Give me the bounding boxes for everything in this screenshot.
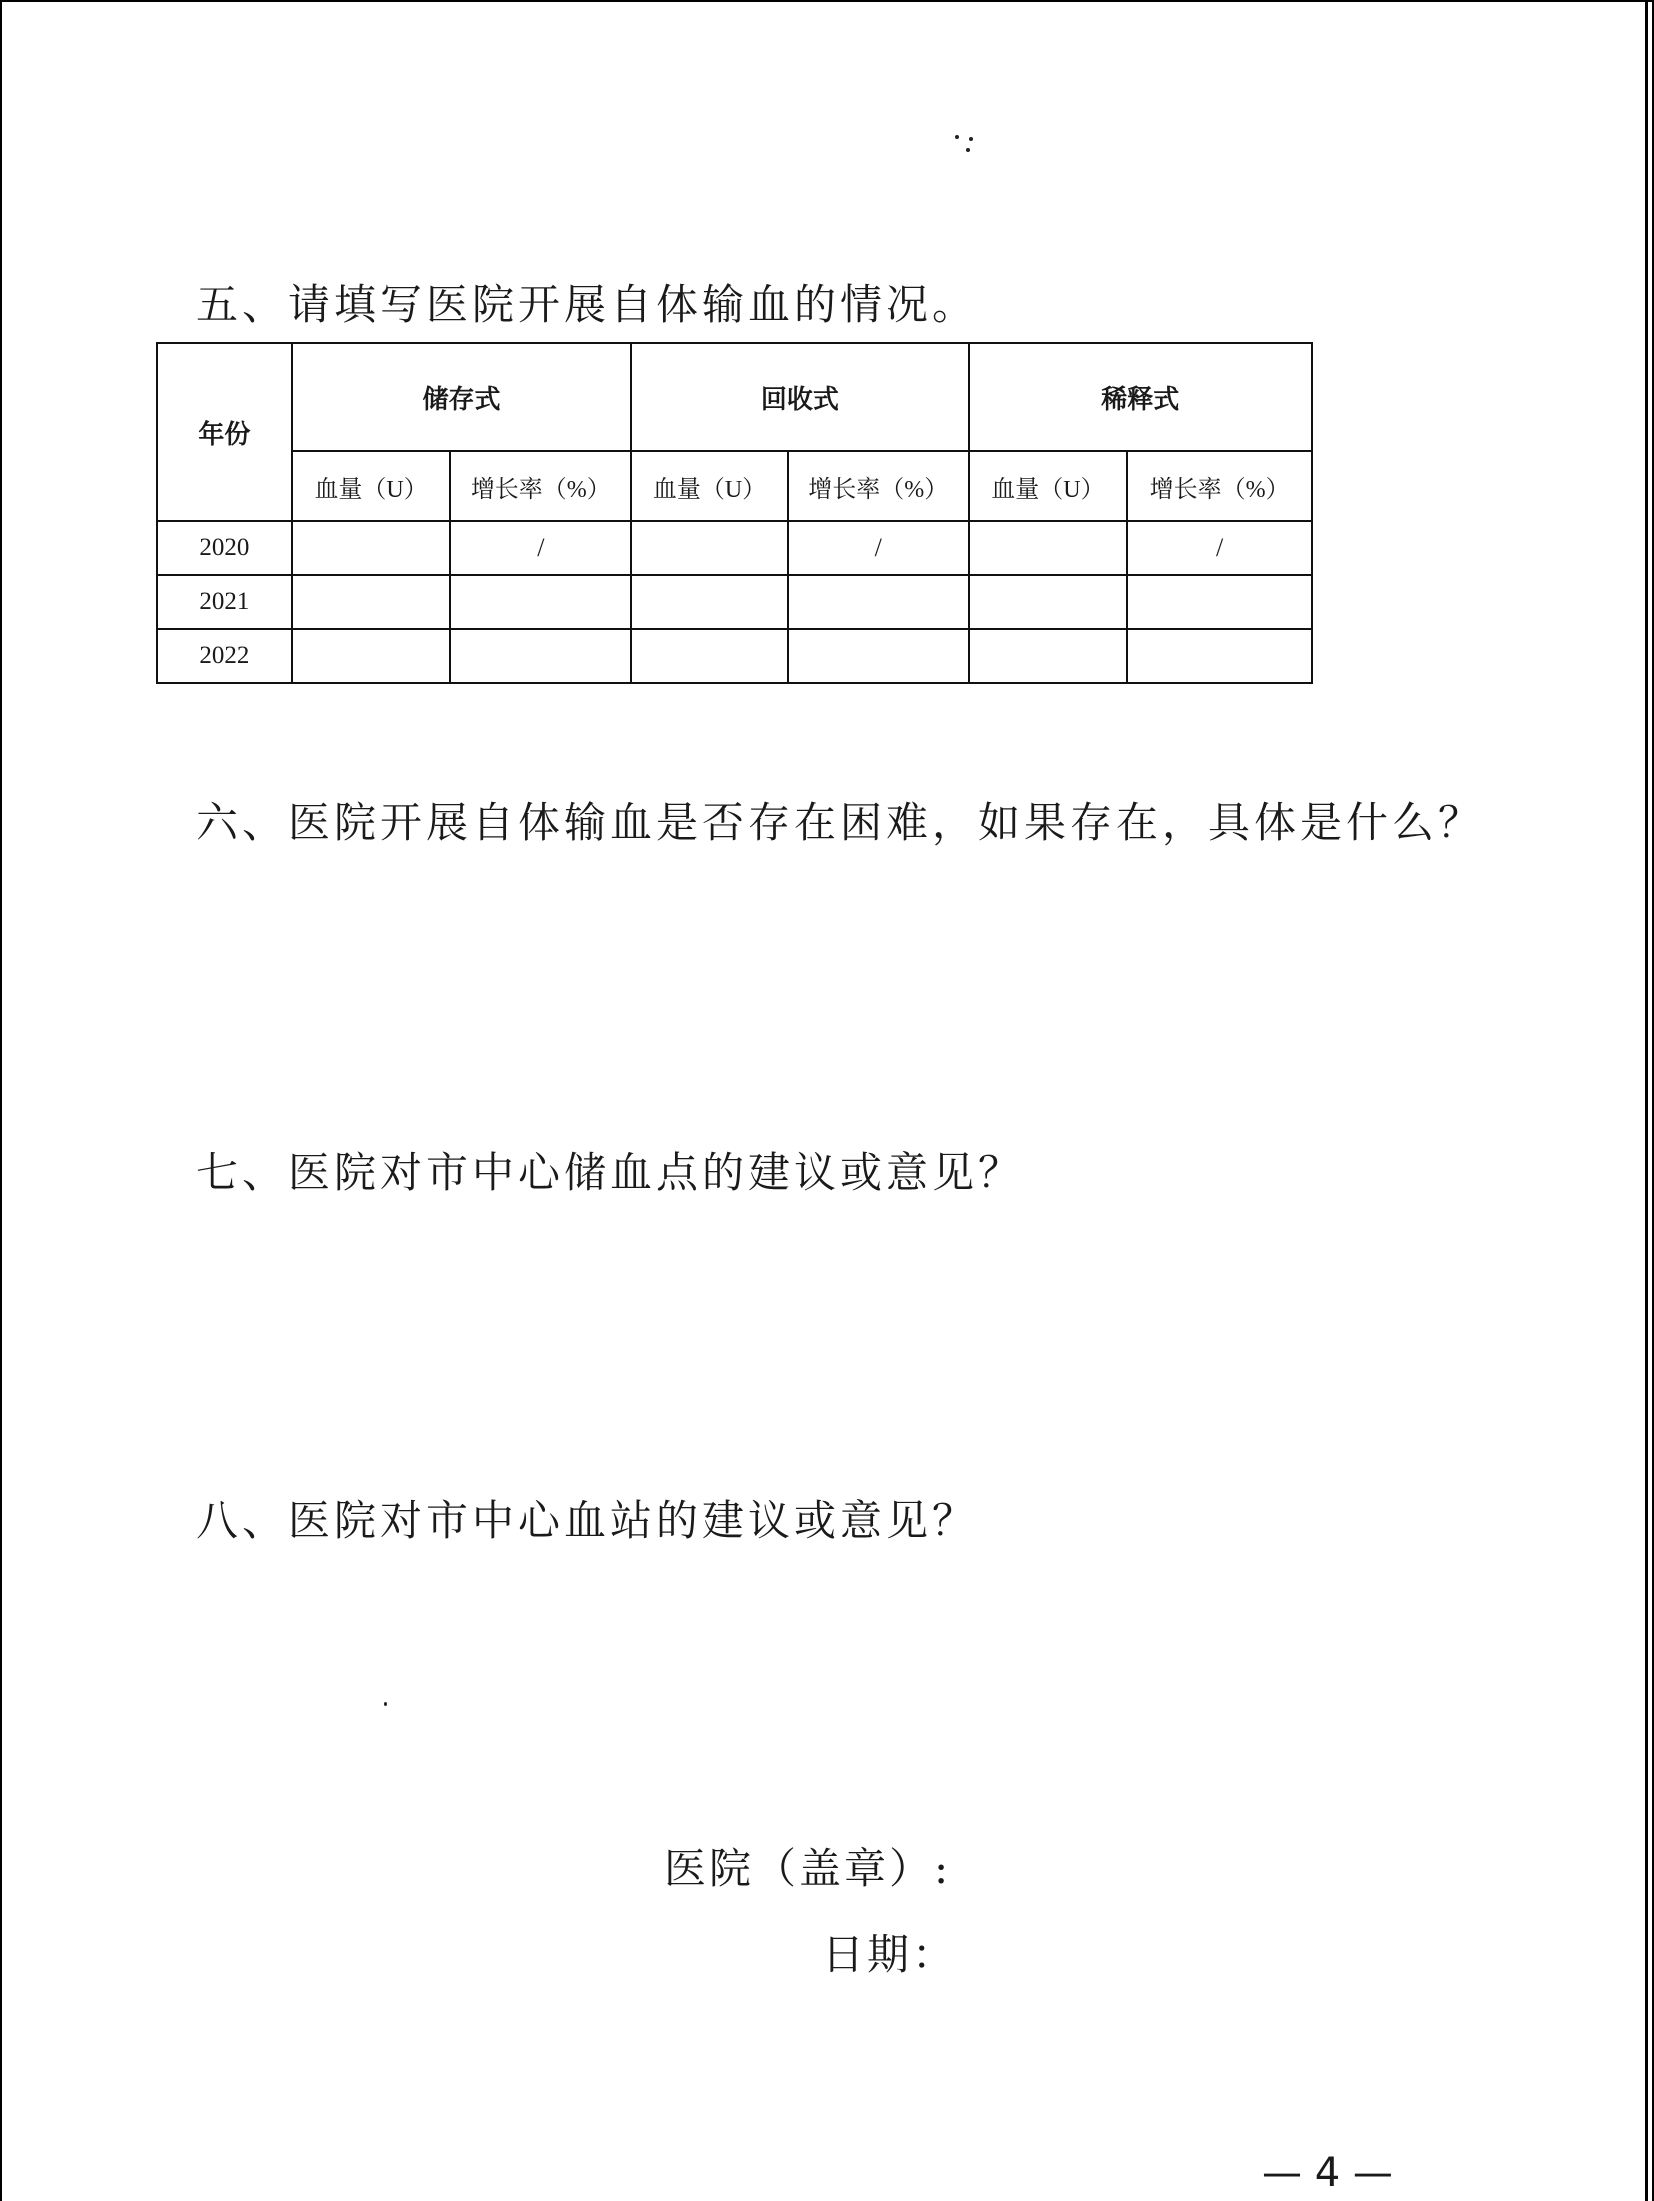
autologous-transfusion-table [156, 342, 1313, 684]
data-cell[interactable] [631, 521, 788, 575]
scan-speck [384, 1702, 387, 1706]
section-6-heading: 六、医院开展自体输血是否存在困难，如果存在，具体是什么？ [196, 798, 1485, 847]
year-cell: 2022 [157, 629, 292, 683]
sub-header-growth: 增长率（%） [450, 451, 631, 521]
data-cell[interactable] [292, 629, 451, 683]
sub-header-volume: 血量（U） [969, 451, 1128, 521]
data-cell[interactable] [292, 521, 451, 575]
data-cell[interactable] [969, 521, 1128, 575]
sub-header-growth: 增长率（%） [788, 451, 969, 521]
sub-header-growth: 增长率（%） [1127, 451, 1312, 521]
year-cell: 2020 [157, 521, 292, 575]
year-cell: 2021 [157, 575, 292, 629]
group-header-dilution: 稀释式 [969, 343, 1312, 451]
scan-edge-left [0, 0, 2, 2201]
sub-header-volume: 血量（U） [292, 451, 451, 521]
data-cell[interactable] [631, 575, 788, 629]
data-cell[interactable] [788, 575, 969, 629]
table-row [157, 575, 1312, 629]
data-cell[interactable] [631, 629, 788, 683]
scan-speck [955, 135, 959, 139]
data-cell[interactable]: / [1127, 521, 1312, 575]
scan-edge-top [0, 0, 1654, 2]
scan-speck [969, 137, 973, 141]
data-cell[interactable]: / [788, 521, 969, 575]
data-cell[interactable] [450, 629, 631, 683]
section-8-heading: 八、医院对市中心血站的建议或意见？ [196, 1496, 979, 1545]
data-cell[interactable] [1127, 575, 1312, 629]
hospital-seal-label: 医院（盖章）: [664, 1844, 952, 1893]
page-number: — 4 — [1262, 2150, 1393, 2196]
group-header-storage: 储存式 [292, 343, 631, 451]
year-header: 年份 [157, 343, 292, 521]
data-cell[interactable] [788, 629, 969, 683]
section-5-heading: 五、请填写医院开展自体输血的情况。 [196, 280, 979, 329]
data-cell[interactable] [969, 629, 1128, 683]
data-cell[interactable] [1127, 629, 1312, 683]
table-row [157, 629, 1312, 683]
data-cell[interactable] [292, 575, 451, 629]
group-header-recovery: 回收式 [631, 343, 968, 451]
data-cell[interactable] [969, 575, 1128, 629]
table-row [157, 521, 1312, 575]
section-7-heading: 七、医院对市中心储血点的建议或意见？ [196, 1148, 1025, 1197]
data-cell[interactable]: / [450, 521, 631, 575]
sub-header-volume: 血量（U） [631, 451, 788, 521]
data-cell[interactable] [450, 575, 631, 629]
scan-speck [966, 148, 970, 152]
scan-edge-right [1645, 0, 1648, 2201]
date-label: 日期： [822, 1930, 958, 1979]
